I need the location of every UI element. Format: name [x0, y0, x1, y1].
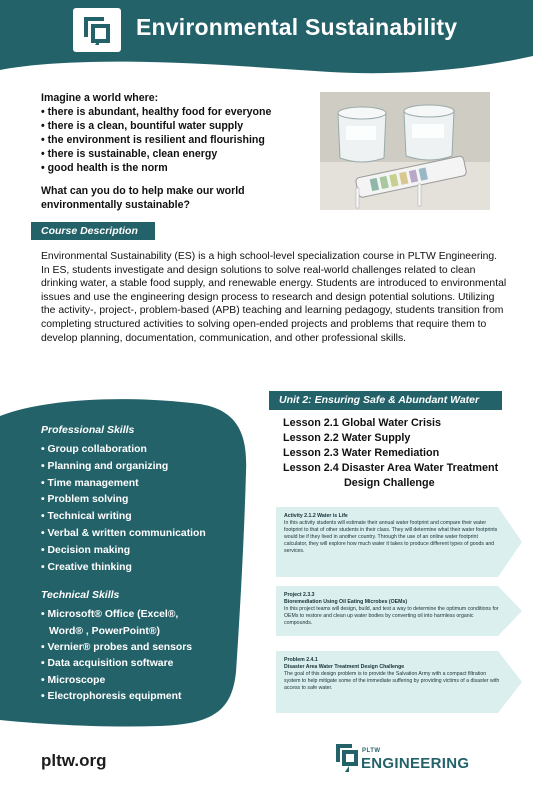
lesson-list — [283, 416, 498, 491]
beakers-illustration — [320, 92, 490, 210]
skill-item: • Time management — [41, 476, 241, 493]
problem-subtitle: Disaster Area Water Treatment Design Challenge — [284, 664, 405, 670]
water-beakers-photo — [320, 92, 490, 210]
lesson-item: Lesson 2.3 Water Remediation — [283, 447, 440, 459]
lesson-item-continuation: Design Challenge — [344, 477, 435, 489]
brand-name: ENGINEERING — [361, 755, 470, 772]
lesson-item: Lesson 2.1 Global Water Crisis — [283, 417, 442, 429]
intro-question: What can you do to help make our world environmentally sustainable? — [41, 185, 245, 211]
skill-item: • Electrophoresis equipment — [41, 689, 241, 705]
technical-skills — [41, 589, 241, 705]
course-description-heading: Course Description — [31, 222, 155, 240]
skill-item: • Problem solving — [41, 492, 241, 509]
skill-item: • Vernier® probes and sensors — [41, 640, 241, 656]
header-band — [0, 0, 533, 78]
course-description-text: Environmental Sustainability (ES) is a high school-level specialization course in PLTW Engineering. In ES, students investigate and design solutions to solve real-world challenges related to clean drinking water, a stable food supply, and renewable energy. Students are introduced to environmental issues and use the engineering design process to research and design potential solutions. Utilizing the activity-, project-, problem-based (APB) teaching and learning pedagogy, students transition from completing structured activities to solving open-ended projects and problems that require them to develop planning, documentation, communication, and other professional skills. — [41, 251, 507, 344]
pltw-logo — [73, 8, 121, 52]
skill-item: • Data acquisition software — [41, 656, 241, 672]
project-title: Project 2.3.3 — [284, 592, 315, 598]
project-text: In this project teams will design, build, and test a way to determine the optimum conditions for OEMs to restore and clean up water bodies by converting oil into harmless organic compounds. — [284, 606, 499, 626]
intro-bullet: • there is abundant, healthy food for everyone — [41, 105, 301, 119]
problem-title: Problem 2.4.1 — [284, 657, 318, 663]
skill-item-continuation: Word® , PowerPoint®) — [49, 625, 160, 637]
page-title: Environmental Sustainability — [136, 14, 458, 40]
skills-list — [41, 424, 241, 705]
skill-item: • Microsoft® Office (Excel®, — [41, 607, 241, 623]
intro-bullet: • there is sustainable, clean energy — [41, 147, 301, 161]
brand-small: PLTW — [362, 748, 381, 754]
skill-item: • Verbal & written communication — [41, 526, 241, 543]
problem-text: The goal of this design problem is to provide the Salvation Army with a compact filtration system to help mitigate some of the immediate suffering by providing victims of a disaster with access to safe water. — [284, 671, 500, 691]
skill-item: • Group collaboration — [41, 442, 241, 459]
skill-item: • Decision making — [41, 543, 241, 560]
lesson-item: Lesson 2.2 Water Supply — [283, 432, 411, 444]
pltw-logo-icon — [82, 15, 112, 45]
technical-skills-heading: Technical Skills — [41, 589, 120, 602]
skill-item: • Creative thinking — [41, 560, 241, 577]
activity-text: In this activity students will estimate their annual water footprint and compare their water footprint to that of other students in their class. They will determine what their water footprints would be if they lived in another country. Through the use of an online water footprint calculator, they will explore how much water it takes to produce different types of goods and services. — [284, 520, 498, 554]
unit-heading: Unit 2: Ensuring Safe & Abundant Water — [269, 391, 502, 410]
intro-list — [41, 105, 301, 175]
intro-bullet: • good health is the norm — [41, 161, 301, 175]
project-subtitle: Bioremediation Using Oil Eating Microbes (OEMs) — [284, 599, 408, 605]
pltw-logo-icon — [336, 744, 358, 772]
skill-item: • Microscope — [41, 673, 241, 689]
professional-skills-heading: Professional Skills — [41, 424, 135, 436]
skill-item: • Planning and organizing — [41, 459, 241, 476]
intro-bullet: • there is a clean, bountiful water supply — [41, 119, 301, 133]
website-link[interactable]: pltw.org — [41, 751, 107, 770]
technical-skills-list — [41, 607, 241, 705]
intro-bullet: • the environment is resilient and flourishing — [41, 133, 301, 147]
activity-title: Activity 2.1.2 Water is Life — [284, 513, 348, 519]
intro-block — [41, 91, 301, 212]
lesson-item: Lesson 2.4 Disaster Area Water Treatment — [283, 462, 499, 474]
skill-item: • Technical writing — [41, 509, 241, 526]
intro-lead: Imagine a world where: — [41, 92, 159, 104]
professional-skills-list — [41, 442, 241, 576]
